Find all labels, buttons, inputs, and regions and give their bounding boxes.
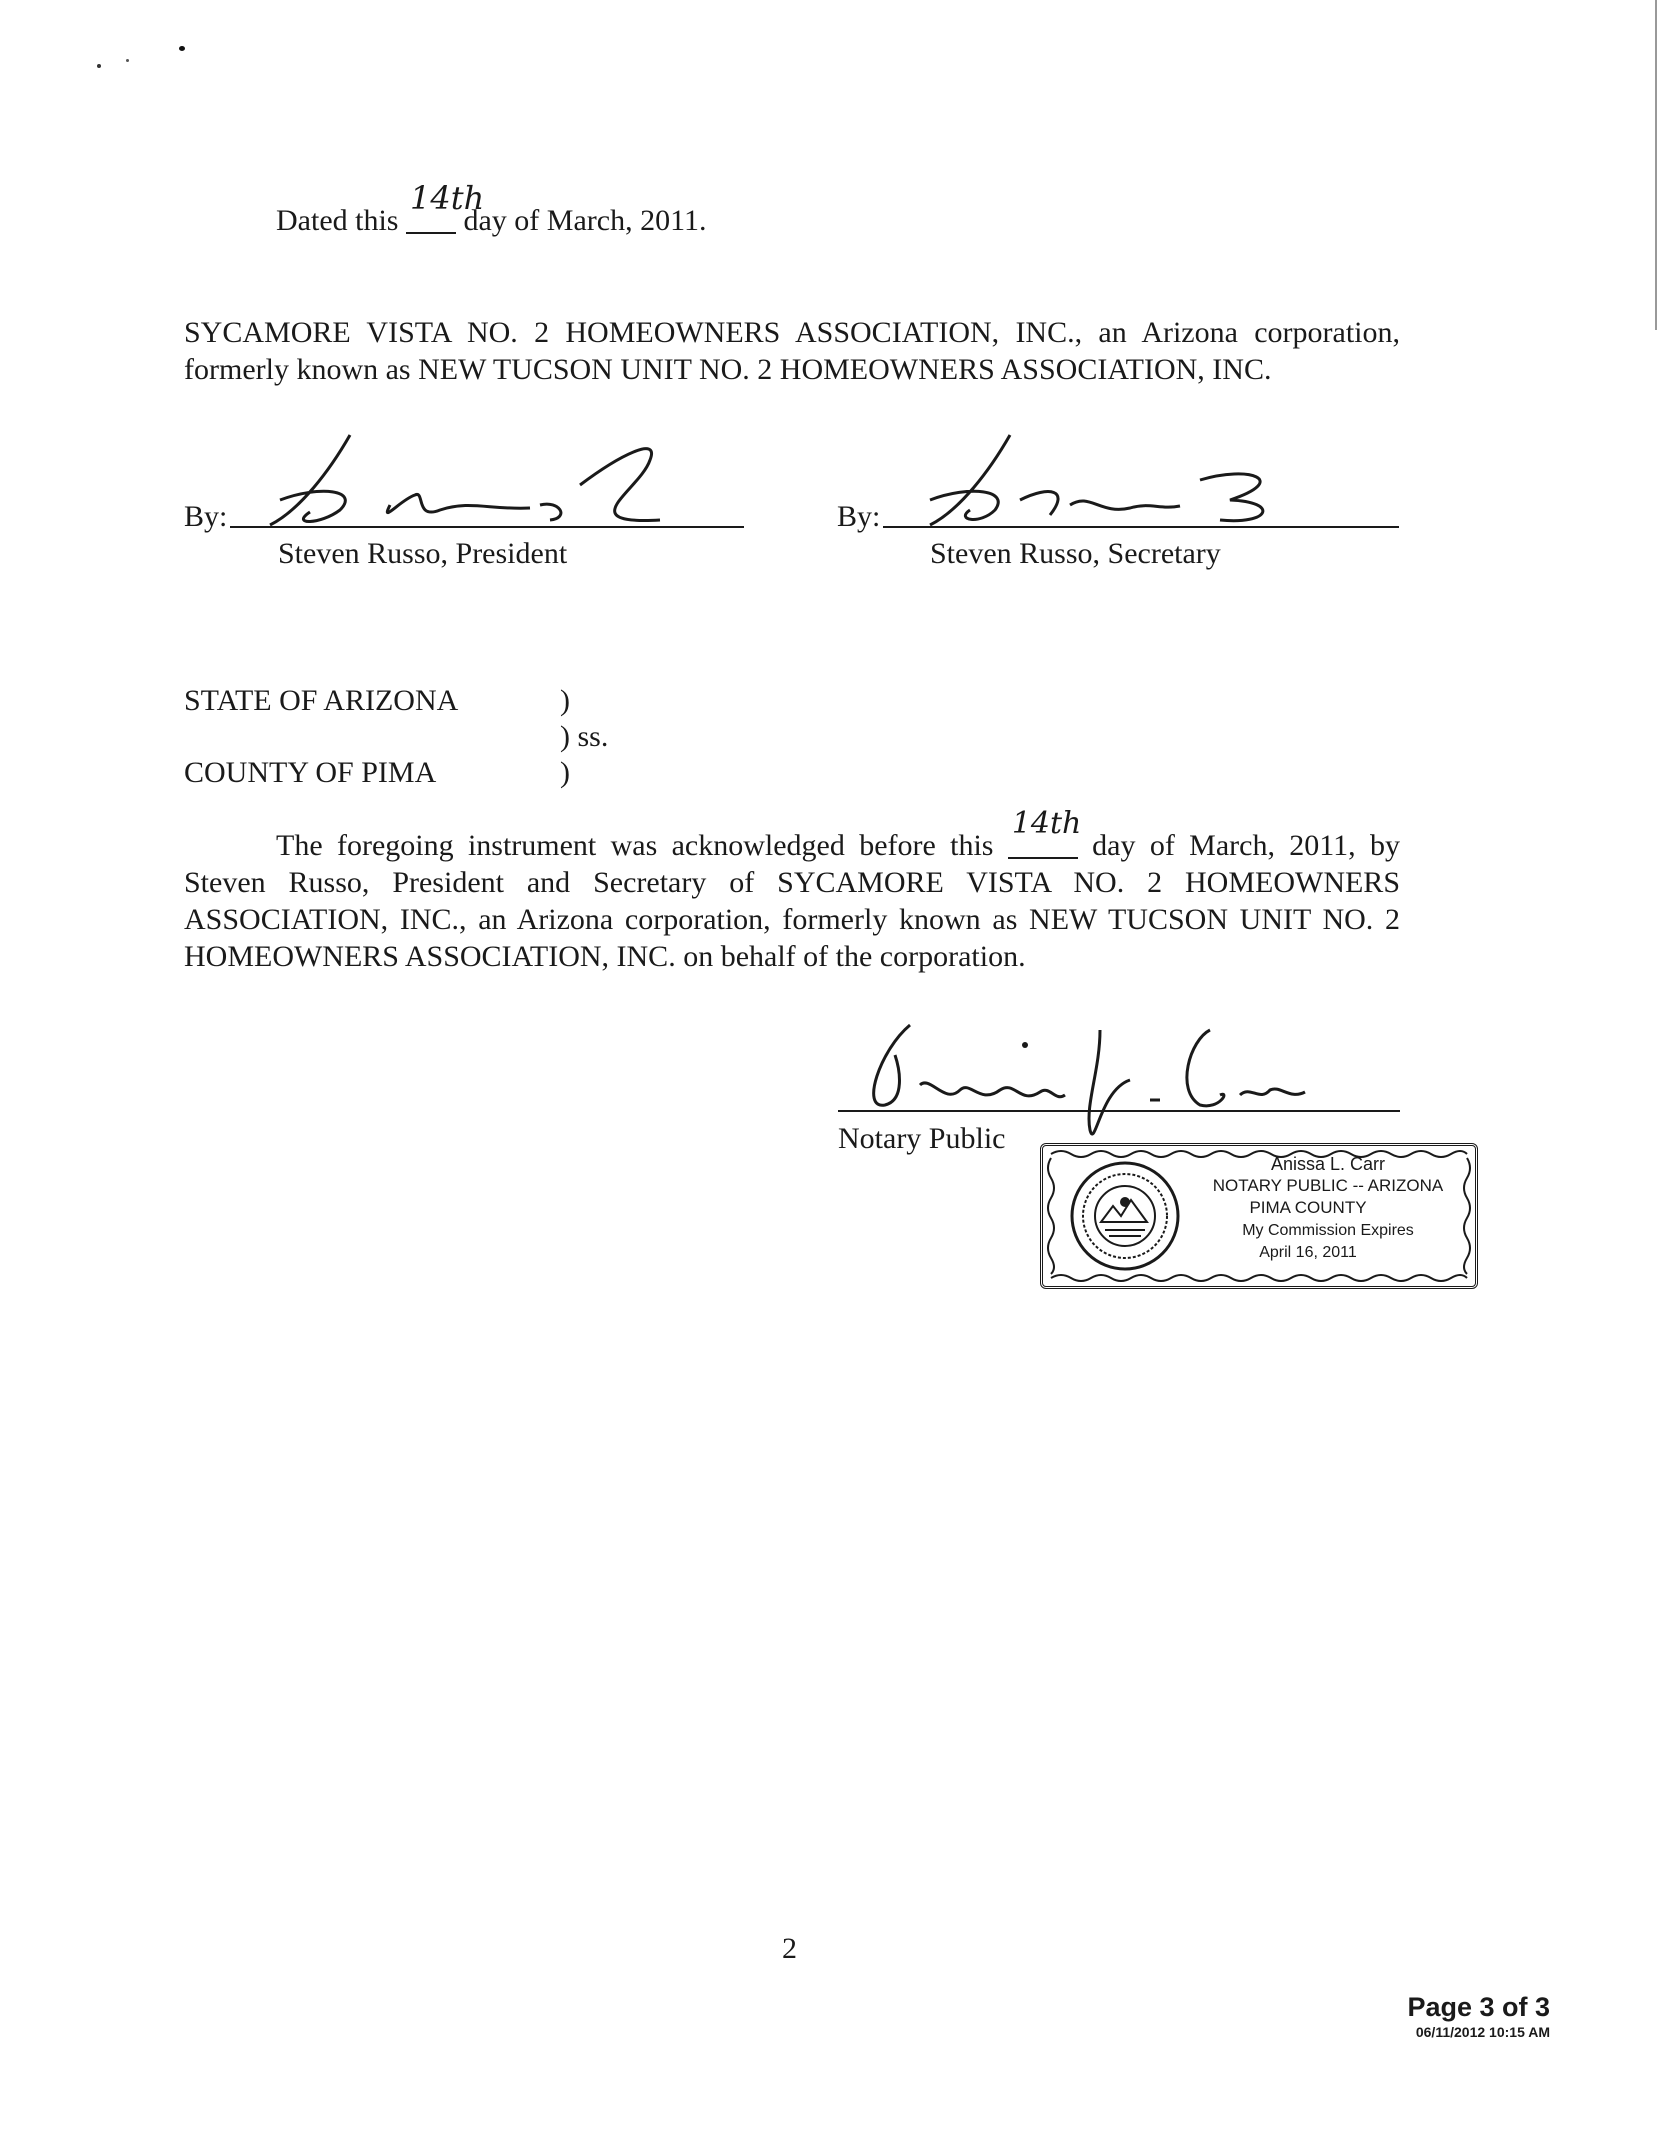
dated-day-blank bbox=[406, 179, 485, 234]
venue-county: COUNTY OF PIMA bbox=[184, 756, 437, 789]
stamp-title: NOTARY PUBLIC -- ARIZONA bbox=[1212, 1176, 1444, 1195]
scan-speck bbox=[97, 64, 101, 68]
signature-secretary bbox=[900, 430, 1300, 540]
association-line-2: formerly known as NEW TUCSON UNIT NO. 2 HOMEOWNERS ASSOCIATION, INC. bbox=[184, 353, 1272, 386]
signature-president bbox=[240, 430, 680, 540]
signer-name-secretary: Steven Russo, Secretary bbox=[930, 537, 1221, 570]
stamp-notary-name: Anissa L. Carr bbox=[1270, 1154, 1386, 1174]
association-line-1: SYCAMORE VISTA NO. 2 HOMEOWNERS ASSOCIATION, INC., an Arizona corporation, bbox=[184, 316, 1400, 349]
acknowledgment-line-1: The foregoing instrument was acknowledged before this 14th day of March, 2011, by bbox=[276, 806, 1401, 862]
scan-speck bbox=[126, 59, 129, 62]
signer-name-president: Steven Russo, President bbox=[278, 537, 568, 570]
ack-day-handwritten: 14th bbox=[1011, 806, 1082, 841]
venue-ss: ) ss. bbox=[560, 720, 609, 753]
scan-speck bbox=[179, 46, 185, 51]
stamp-county: PIMA COUNTY bbox=[1249, 1198, 1367, 1217]
notary-stamp bbox=[1040, 1143, 1478, 1289]
stamp-commission: My Commission Expires bbox=[1242, 1222, 1414, 1239]
dated-prefix: Dated this bbox=[276, 204, 399, 237]
acknowledgment-line-2: Steven Russo, President and Secretary of SYCAMORE VISTA NO. 2 HOMEOWNERS bbox=[184, 866, 1400, 899]
venue-state: STATE OF ARIZONA bbox=[184, 684, 459, 717]
acknowledgment-line-3: ASSOCIATION, INC., an Arizona corporation, formerly known as NEW TUCSON UNIT NO. 2 bbox=[184, 903, 1400, 936]
stamp-expires: April 16, 2011 bbox=[1259, 1244, 1357, 1261]
by-label-2: By: bbox=[837, 500, 881, 533]
venue-paren-bottom: ) bbox=[560, 756, 570, 789]
scan-edge-line bbox=[1655, 0, 1657, 330]
page-number: 2 bbox=[782, 1932, 797, 1965]
dated-day-handwritten: 14th bbox=[409, 179, 485, 217]
venue-paren-top: ) bbox=[560, 684, 570, 717]
dated-line bbox=[276, 179, 707, 239]
by-label-1: By: bbox=[184, 500, 228, 533]
dated-suffix: day of March, 2011. bbox=[463, 204, 707, 237]
notary-label: Notary Public bbox=[838, 1122, 1006, 1155]
acknowledgment-line-4: HOMEOWNERS ASSOCIATION, INC. on behalf of the corporation. bbox=[184, 940, 1026, 973]
footer-page-count: Page 3 of 3 bbox=[1407, 1992, 1550, 2022]
footer-timestamp: 06/11/2012 10:15 AM bbox=[1415, 2024, 1550, 2040]
arizona-state-seal-icon bbox=[1069, 1160, 1181, 1272]
ack-day-blank bbox=[1008, 806, 1082, 859]
